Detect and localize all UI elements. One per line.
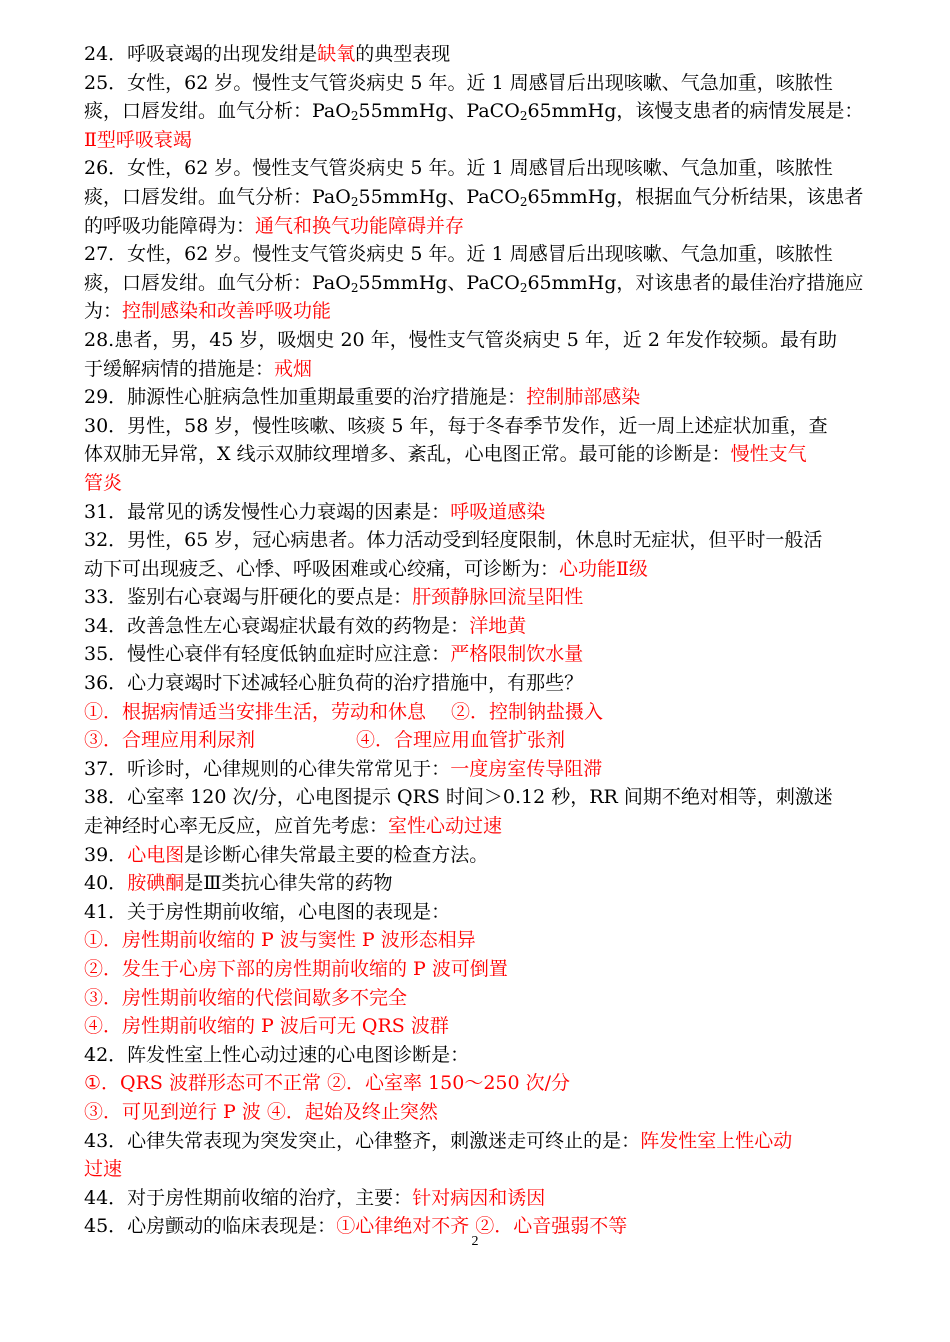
- answer-text: 心电图: [127, 843, 185, 866]
- question-text: 痰，口唇发绀。血气分析：PaO: [84, 271, 351, 294]
- text-line: [84, 1069, 870, 1098]
- question-text: 38．心室率 120 次/分，心电图提示 QRS 时间＞0.12 秒，RR 间期不绝对相等，刺激迷: [84, 786, 833, 809]
- text-line: [84, 498, 870, 527]
- question-text: 55mmHg、PaCO: [358, 185, 520, 208]
- question-text: 35．慢性心衰伴有轻度低钠血症时应注意：: [84, 643, 451, 666]
- answer-text: ①．根据病情适当安排生活，劳动和休息 ②．控制钠盐摄入: [84, 700, 604, 723]
- text-line: [84, 69, 870, 98]
- question-text: 动下可出现疲乏、心悸、呼吸困难或心绞痛，可诊断为：: [84, 557, 560, 580]
- question-text: 55mmHg、PaCO: [358, 100, 520, 123]
- text-line: [84, 955, 870, 984]
- answer-text: 心功能Ⅱ级: [559, 557, 648, 580]
- question-text: 40．: [84, 872, 128, 895]
- text-line: [84, 526, 870, 555]
- question-text: 65mmHg，根据血气分析结果，该患者: [527, 185, 864, 208]
- text-line: [84, 898, 870, 927]
- text-line: [84, 212, 870, 241]
- answer-text: ②．发生于心房下部的房性期前收缩的 P 波可倒置: [84, 958, 508, 980]
- question-text: 30．男性，58 岁，慢性咳嗽、咳痰 5 年，每于冬春季节发作，近一周上述症状加重，查: [84, 414, 828, 437]
- answer-text: ③．可见到逆行 P 波 ④．起始及终止突然: [84, 1100, 438, 1123]
- answer-text: 慢性支气: [730, 443, 807, 466]
- text-line: [84, 469, 870, 498]
- question-text: 痰，口唇发绀。血气分析：PaO: [84, 185, 351, 208]
- text-line: [84, 269, 870, 298]
- answer-text: 洋地黄: [469, 614, 527, 637]
- question-text: 33．鉴别右心衰竭与肝硬化的要点是：: [84, 586, 413, 609]
- answer-text: 一度房室传导阻滞: [450, 757, 603, 780]
- answer-text: ③．合理应用利尿剂 ④．合理应用血管扩张剂: [84, 729, 566, 752]
- answer-text: 控制感染和改善呼吸功能: [122, 300, 332, 323]
- question-text: 43．心律失常表现为突发突止，心律整齐，刺激迷走可终止的是：: [84, 1129, 641, 1152]
- answer-text: ③．房性期前收缩的代偿间歇多不完全: [84, 986, 408, 1009]
- question-text: 26．女性，62 岁。慢性支气管炎病史 5 年。近 1 周感冒后出现咳嗽、气急加重，咳脓性: [84, 157, 833, 180]
- answer-text: 阵发性室上性心动: [640, 1129, 793, 1152]
- text-line: [84, 297, 870, 326]
- question-text: 45．心房颤动的临床表现是：: [84, 1215, 337, 1238]
- answer-text: 肝颈静脉回流呈阳性: [412, 586, 584, 609]
- text-line: [84, 841, 870, 870]
- question-list: [84, 40, 870, 1241]
- answer-text: 过速: [84, 1158, 123, 1181]
- text-line: [84, 555, 870, 584]
- answer-text: ①心律绝对不齐 ②．心音强弱不等: [336, 1215, 628, 1238]
- subscript: 2: [519, 280, 528, 295]
- question-text: 于缓解病情的措施是：: [84, 357, 275, 380]
- text-line: [84, 440, 870, 469]
- subscript: 2: [519, 109, 528, 124]
- subscript: 2: [350, 194, 359, 209]
- text-line: [84, 1155, 870, 1184]
- answer-text: 控制肺部感染: [526, 386, 641, 409]
- text-line: [84, 583, 870, 612]
- question-text: 的呼吸功能障碍为：: [84, 214, 256, 237]
- question-text: 36．心力衰竭时下述减轻心脏负荷的治疗措施中，有那些？: [84, 672, 584, 695]
- text-line: [84, 126, 870, 155]
- text-line: [84, 240, 870, 269]
- text-line: [84, 612, 870, 641]
- question-text: 55mmHg、PaCO: [358, 271, 520, 294]
- text-line: [84, 698, 870, 727]
- question-text: 41．关于房性期前收缩，心电图的表现是：: [84, 900, 451, 923]
- text-line: [84, 1098, 870, 1127]
- question-text: 32．男性，65 岁，冠心病患者。体力活动受到轻度限制，休息时无症状，但平时一般活: [84, 529, 823, 552]
- question-text: 走神经时心率无反应，应首先考虑：: [84, 815, 389, 838]
- answer-text: 针对病因和诱因: [412, 1186, 546, 1209]
- text-line: [84, 783, 870, 812]
- text-line: [84, 97, 870, 126]
- text-line: [84, 726, 870, 755]
- question-text: 39．: [84, 843, 128, 866]
- question-text: 25．女性，62 岁。慢性支气管炎病史 5 年。近 1 周感冒后出现咳嗽、气急加重，咳脓性: [84, 71, 833, 94]
- question-text: 42．阵发性室上性心动过速的心电图诊断是：: [84, 1043, 470, 1066]
- text-line: [84, 383, 870, 412]
- answer-text: 呼吸道感染: [450, 500, 546, 523]
- answer-text: 严格限制饮水量: [450, 643, 584, 666]
- text-line: [84, 1184, 870, 1213]
- answer-text: Ⅱ型呼吸衰竭: [84, 128, 192, 151]
- answer-text: 室性心动过速: [388, 815, 503, 838]
- question-text: 31．最常见的诱发慢性心力衰竭的因素是：: [84, 500, 451, 523]
- question-text: 29．肺源性心脏病急性加重期最重要的治疗措施是：: [84, 386, 527, 409]
- answer-text: 胺碘酮: [127, 872, 185, 895]
- answer-text: ④．房性期前收缩的 P 波后可无 QRS 波群: [84, 1015, 449, 1038]
- text-line: [84, 40, 870, 69]
- text-line: [84, 984, 870, 1013]
- question-text: 65mmHg，对该患者的最佳治疗措施应: [527, 271, 864, 294]
- subscript: 2: [350, 109, 359, 124]
- question-text: 的典型表现: [355, 43, 451, 65]
- question-text: 是诊断心律失常最主要的检查方法。: [184, 843, 489, 866]
- text-line: [84, 640, 870, 669]
- answer-text: 缺氧: [317, 43, 356, 65]
- text-line: [84, 755, 870, 784]
- question-text: 65mmHg，该慢支患者的病情发展是：: [527, 100, 864, 123]
- text-line: [84, 154, 870, 183]
- question-text: 痰，口唇发绀。血气分析：PaO: [84, 100, 351, 123]
- question-text: 37．听诊时，心律规则的心律失常常见于：: [84, 757, 451, 780]
- text-line: [84, 183, 870, 212]
- question-text: 体双肺无异常，X 线示双肺纹理增多、紊乱，心电图正常。最可能的诊断是：: [84, 443, 731, 466]
- answer-text: 戒烟: [274, 357, 313, 380]
- page-number: 2: [471, 1234, 479, 1249]
- text-line: [84, 1041, 870, 1070]
- text-line: [84, 1127, 870, 1156]
- answer-text: ①．QRS 波群形态可不正常 ②．心室率 150～250 次/分: [84, 1072, 571, 1095]
- text-line: [84, 812, 870, 841]
- text-line: [84, 412, 870, 441]
- question-text: 24．呼吸衰竭的出现发绀是: [84, 43, 318, 65]
- subscript: 2: [350, 280, 359, 295]
- question-text: 为：: [84, 300, 123, 323]
- text-line: [84, 869, 870, 898]
- answer-text: ①．房性期前收缩的 P 波与窦性 P 波形态相异: [84, 929, 476, 952]
- question-text: 44．对于房性期前收缩的治疗，主要：: [84, 1186, 413, 1209]
- question-text: 27．女性，62 岁。慢性支气管炎病史 5 年。近 1 周感冒后出现咳嗽、气急加重，咳脓性: [84, 243, 833, 266]
- question-text: 是Ⅲ类抗心律失常的药物: [184, 872, 393, 895]
- answer-text: 管炎: [84, 471, 123, 494]
- text-line: [84, 926, 870, 955]
- answer-text: 通气和换气功能障碍并存: [255, 214, 465, 237]
- text-line: [84, 1012, 870, 1041]
- subscript: 2: [519, 194, 528, 209]
- text-line: [84, 355, 870, 384]
- text-line: [84, 326, 870, 355]
- question-text: 34．改善急性左心衰竭症状最有效的药物是：: [84, 614, 470, 637]
- question-text: 28.患者，男，45 岁，吸烟史 20 年，慢性支气管炎病史 5 年，近 2 年发作较频。最有助: [84, 328, 838, 351]
- text-line: [84, 669, 870, 698]
